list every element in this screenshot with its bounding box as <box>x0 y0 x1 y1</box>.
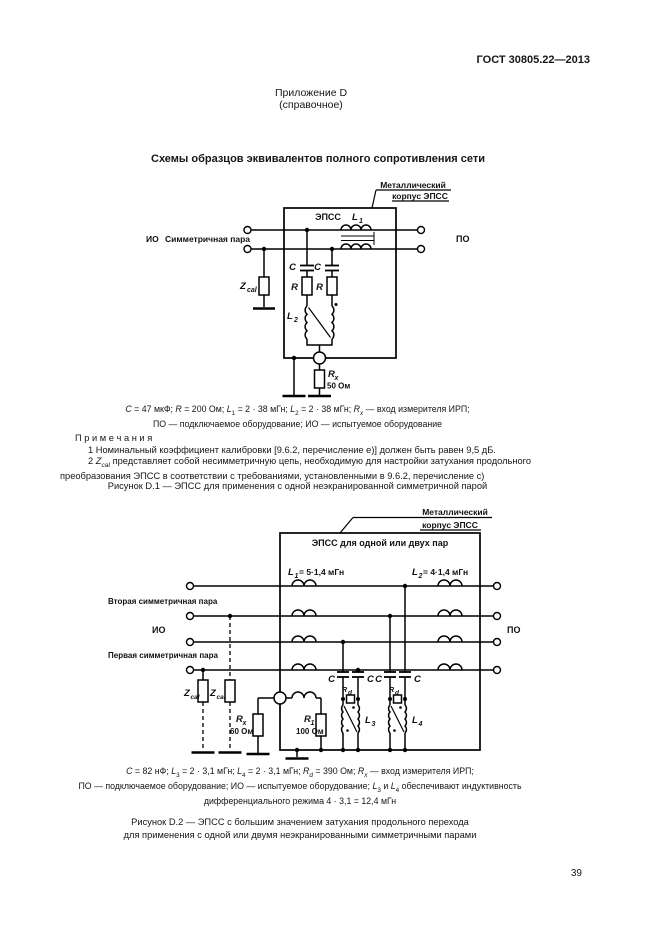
inductor-l1-label: L <box>352 212 358 223</box>
fig2-figure-label <box>60 816 540 842</box>
rd-sub: d <box>348 689 352 697</box>
rc-branch-2 <box>314 247 339 306</box>
fig1-figure-label: Рисунок D.1 — ЭПСС для применения с одной неэкранированной симметричной парой <box>107 481 488 491</box>
fig2-caption-line1: C = 82 нФ; $L_3 = 2 \cdot 3,1$ мГн; $L_4 = 2 \cdot 3,1$ мГн; $R_d = 390$ Ом; $R_x$ — вход измерителя ИРП; <box>126 766 474 779</box>
pair-label: Симметричная пара <box>165 234 251 244</box>
l1-value-label <box>288 567 344 580</box>
pair2-label: Вторая симметричная пара <box>108 597 218 606</box>
pair1-label: Первая симметричная пара <box>108 651 218 660</box>
fig2-caption-line2: ПО — подключаемое оборудование; ИО — испытуемое оборудование; $L_3$ и $L_4$ обеспечивают индуктивность <box>78 780 522 794</box>
rx-label: R <box>328 369 335 380</box>
zcal-branch-1 <box>183 668 215 753</box>
zcal-branch <box>239 247 275 309</box>
section-title: Схемы образцов эквивалентов полного сопротивления сети <box>151 153 485 165</box>
rd-label: R <box>389 687 395 694</box>
l4-sub: 4 <box>418 721 423 728</box>
l2-sub: 2 <box>294 317 298 324</box>
c-label: C <box>375 674 382 685</box>
figure-d2-schematic <box>100 500 570 768</box>
fig2-caption <box>60 766 540 807</box>
c-label: C <box>367 674 374 685</box>
note-2: 2 $Z_{cal}$ представляет собой несимметричную цепь, необходимую для настройки затухания продольного преобразования ЭПСС в соответствии с требованиями, установленными в 9.6.2, перечисление с) <box>60 456 532 482</box>
choke-l1-windings <box>292 580 316 698</box>
case-label: Металлический <box>422 507 488 517</box>
notes-heading: П р и м е ч а н и я <box>75 433 153 443</box>
rd-sub: d <box>395 689 399 697</box>
c-label: C <box>289 262 296 273</box>
annex-subtitle: (справочное) <box>279 99 343 111</box>
r1-label: R <box>304 714 311 725</box>
l2-sub: 2 <box>418 573 423 580</box>
zcal-label: Z <box>184 688 190 699</box>
resistor-r <box>302 277 312 295</box>
l2-label: L <box>287 311 293 322</box>
callout-leader-line <box>340 518 353 534</box>
io-label: ИО <box>152 625 166 635</box>
case-label: Металлический <box>380 180 446 190</box>
common-mode-choke-l1 <box>341 225 374 249</box>
zcal-label: Z <box>240 281 246 292</box>
fig1-caption-line2: ПО — подключаемое оборудование; ИО — испытуемое оборудование <box>152 418 443 429</box>
zcal-sub: cal <box>190 694 200 701</box>
rc-branch-1 <box>289 228 314 306</box>
epss-box-label: ЭПСС <box>315 212 341 222</box>
po-label: ПО <box>507 625 521 635</box>
fig1-caption <box>60 404 535 430</box>
l2-base: L <box>412 567 418 578</box>
note-1: 1 Номинальный коэффициент калибровки [9.6.2, перечисление е)] должен быть равен 9,5 дБ. <box>88 445 496 456</box>
po-terminals <box>418 227 425 253</box>
po-label: ПО <box>456 234 470 244</box>
polarity-dot <box>335 303 338 306</box>
coax-connector <box>274 692 286 704</box>
enclosure-earth <box>283 356 306 396</box>
choke-l2-windings <box>438 580 462 670</box>
document-header: ГОСТ 30805.22—2013 <box>476 54 590 66</box>
po-terminals <box>494 583 501 674</box>
l1-rest: = 5·1,4 мГн <box>299 567 345 577</box>
rx-resistor <box>253 714 263 736</box>
rx-sub: x <box>334 375 339 382</box>
l1-base: L <box>288 567 294 578</box>
pair2-network-l4 <box>375 584 422 752</box>
figure-d1-schematic <box>138 179 538 403</box>
metal-case-callout <box>372 180 451 208</box>
fig2-caption-line3: дифференциального режима 4 · 3,1 = 12,4 мГн <box>203 795 397 806</box>
l3-label: L <box>365 715 371 726</box>
l2-value-label <box>412 567 468 580</box>
polarity-dot <box>399 706 402 709</box>
r-label: R <box>291 282 298 293</box>
fig2-label-line2: для применения с одной или двумя неэкранированными симметричными парами <box>123 830 477 840</box>
transformer-l2 <box>287 303 338 352</box>
l3-sub: 3 <box>371 721 376 728</box>
polarity-dot <box>346 729 349 732</box>
page-number: 39 <box>570 868 582 879</box>
resistor-r <box>327 277 337 295</box>
fig2-label-line1: Рисунок D.2 — ЭПСС с большим значением затухания продольного перехода <box>131 817 469 827</box>
l4-label: L <box>412 715 418 726</box>
epss-box-label: ЭПСС для одной или двух пар <box>311 538 449 548</box>
case-label: корпус ЭПСС <box>392 191 448 201</box>
annex-title: Приложение D <box>274 87 348 99</box>
zcal-resistor <box>225 680 235 702</box>
rx-value: 60 Ом <box>230 727 254 736</box>
callout-leader-line <box>372 190 376 208</box>
case-label: корпус ЭПСС <box>422 520 478 530</box>
l2-rest: = 4·1,4 мГн <box>423 567 469 577</box>
r1-value: 100 Ом <box>296 727 324 736</box>
polarity-dot <box>352 706 355 709</box>
rx-resistor <box>315 370 325 388</box>
metal-case-callout <box>340 507 492 533</box>
c-label: C <box>328 674 335 685</box>
rx-sub: x <box>242 720 247 727</box>
zcal-sub: cal <box>247 287 257 294</box>
io-label: ИО <box>146 234 159 244</box>
rx-value: 50 Ом <box>327 381 351 391</box>
notes-block <box>60 433 600 483</box>
r-label: R <box>316 282 323 293</box>
rx-label: R <box>236 714 243 725</box>
wire-pair <box>251 230 417 249</box>
zcal-label: Z <box>210 688 216 699</box>
zcal-sub: cal <box>216 694 226 701</box>
polarity-dot <box>393 729 396 732</box>
c-label: C <box>414 674 421 685</box>
pair1-network-l3 <box>328 640 375 752</box>
l1-sub: 1 <box>294 573 299 580</box>
rd-label: R <box>342 687 348 694</box>
coax-connector <box>314 352 326 364</box>
fig1-caption-line1: C = 47 мкФ; R = 200 Ом; $L_1 = 2 \cdot 38$ мГн; $L_2 = 2 \cdot 38$ мГн; $R_x$ — вход измерителя ИРП; <box>125 404 470 417</box>
inductor-l1-sub: 1 <box>359 218 363 225</box>
r1-branch <box>296 698 326 752</box>
zcal-resistor <box>259 277 269 295</box>
c-label: C <box>314 262 321 273</box>
r1-sub: 1 <box>310 720 315 727</box>
